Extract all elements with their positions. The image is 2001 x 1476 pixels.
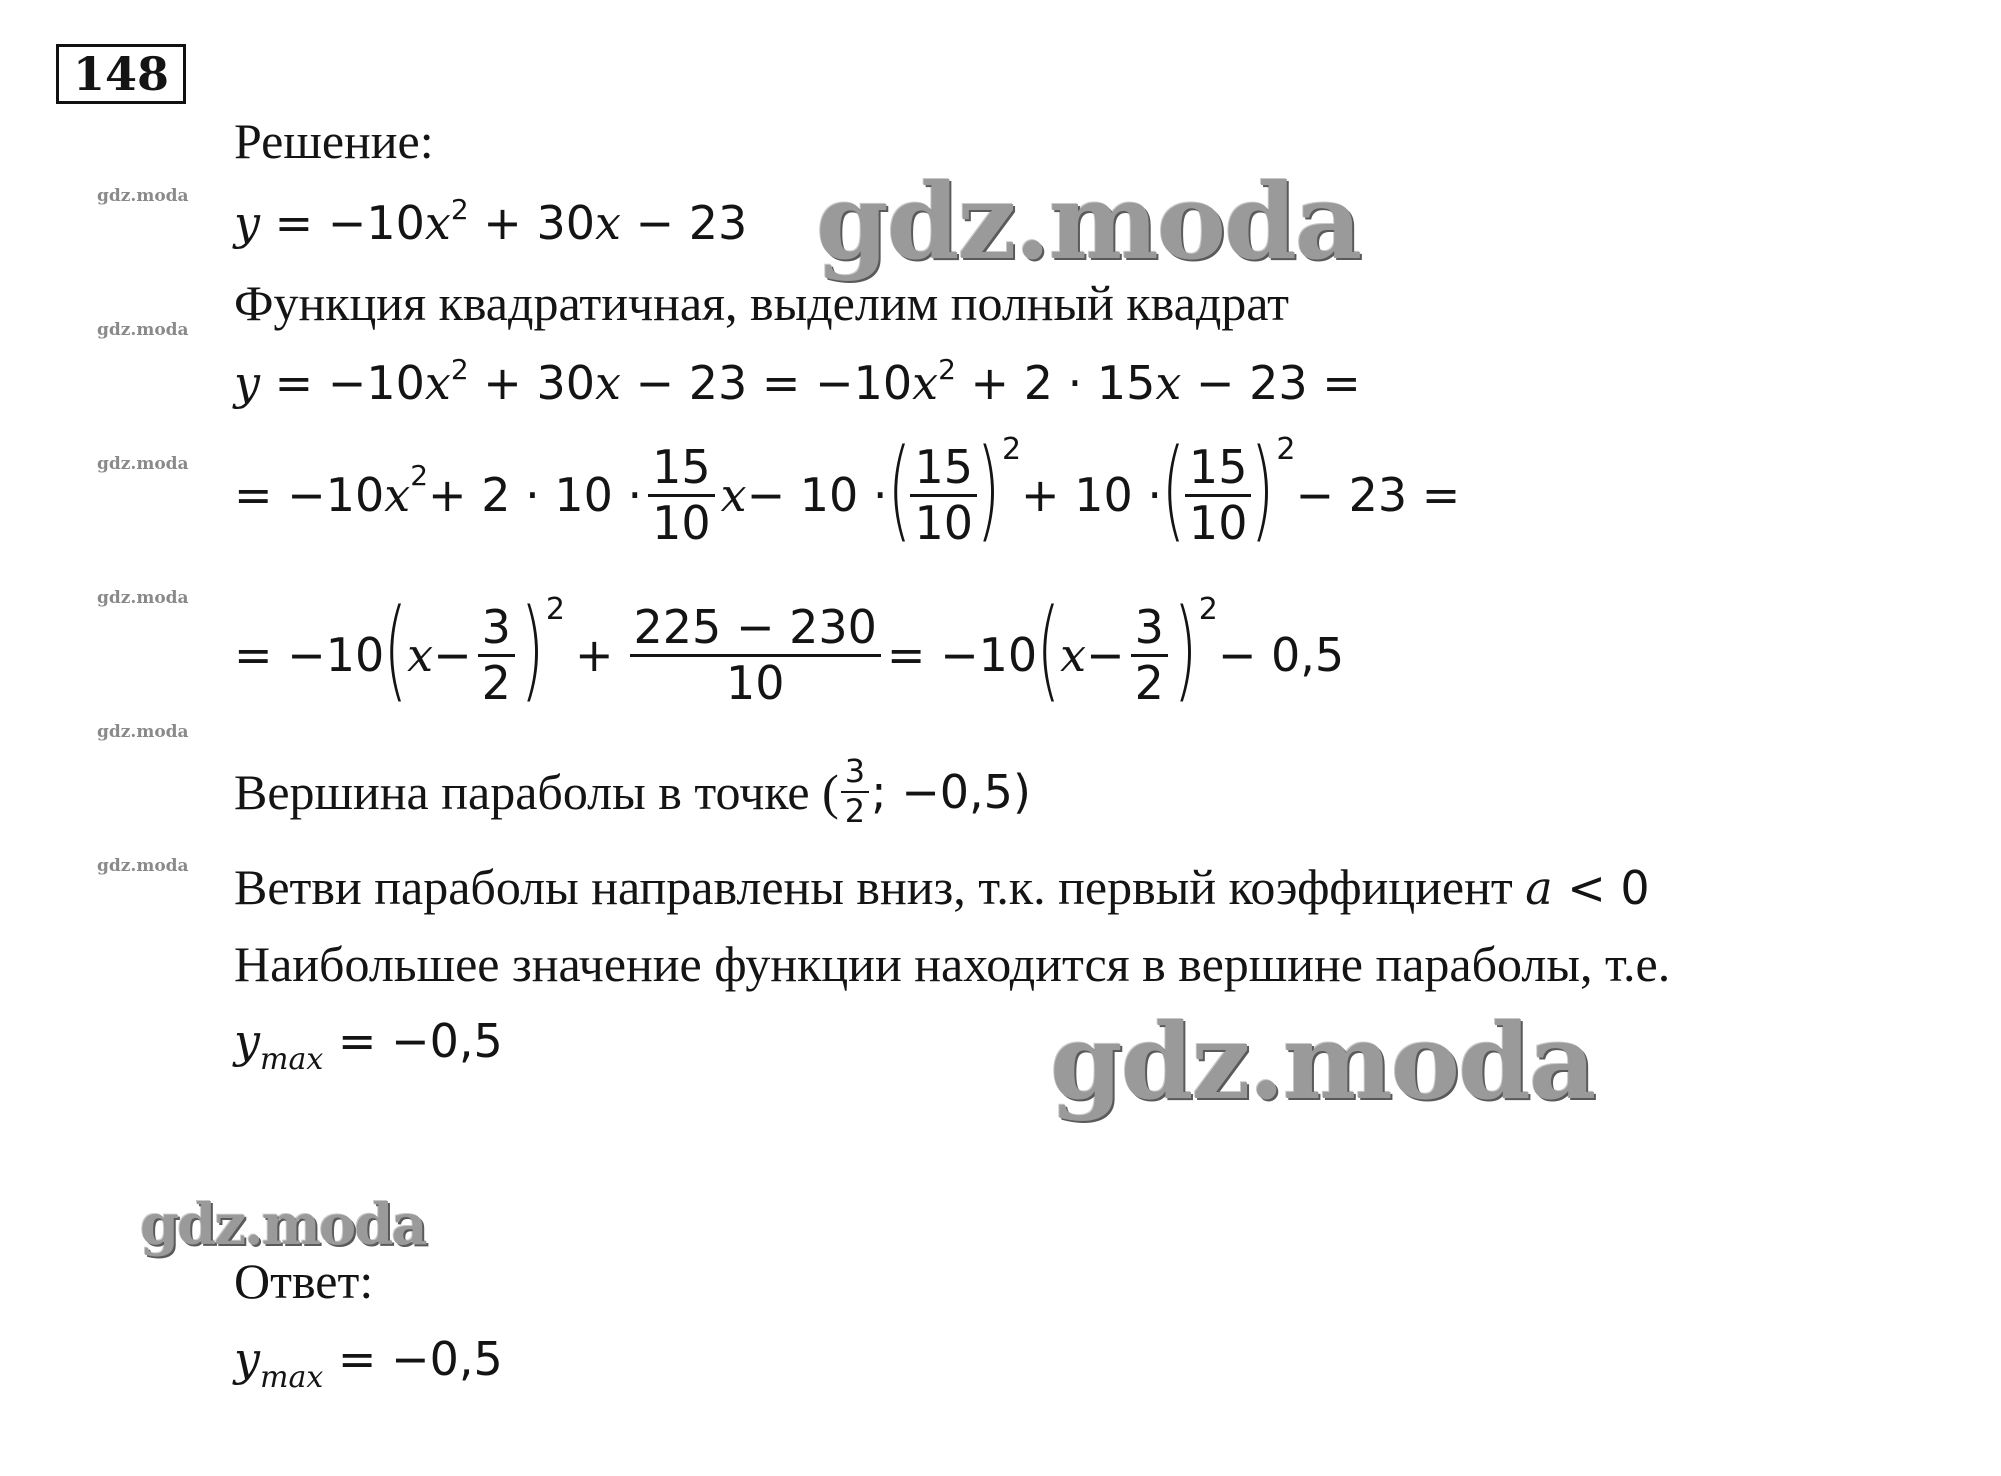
watermark-small-6: gdz.moda — [97, 856, 189, 876]
fraction-3-2-vertex: $\frac{3}{2}$ — [841, 755, 869, 828]
watermark-small-1: gdz.moda — [97, 186, 189, 206]
equation-line-1: $y = -10x^2 + 30x - 23$ — [234, 193, 748, 250]
fraction-3-2-b: $\frac{3}{2}$ — [1131, 603, 1168, 707]
branches-line: Ветви параболы направлены вниз, т.к. первый коэффициент a < 0 — [234, 859, 1650, 915]
vertex-line: Вершина параболы в точке ( $\frac{3}{2}$ ; −0,5) — [234, 752, 1031, 830]
answer-ymax: $y_{max} = -0,5$ — [234, 1332, 503, 1395]
problem-number: 148 — [56, 44, 186, 104]
watermark-small-4: gdz.moda — [97, 588, 189, 608]
fraction-3-2: $\frac{3}{2}$ — [478, 603, 515, 707]
fraction-15-10-c: $\frac{15}{10}$ — [1185, 443, 1252, 547]
watermark-small-3: gdz.moda — [97, 454, 189, 474]
watermark-small-2: gdz.moda — [97, 320, 189, 340]
equation-line-3: = −10 x $^2$ + 2 · 10 · $\frac{15}{10}$ x − 10 · ( $\frac{15}{10}$ ) 2 + 10 · ( $\frac{15}{10}$ ) 2 − 23 = — [234, 425, 1461, 553]
answer-label: Ответ: — [234, 1253, 374, 1309]
watermark-small-5: gdz.moda — [97, 722, 189, 742]
equation-line-4: = −10 ( x − $\frac{3}{2}$ ) 2 + $\frac{225 - 230}{10}$ = −10 ( x − $\frac{3}{2}$ ) 2 − 0,5 — [234, 585, 1345, 713]
fraction-15-10: $\frac{15}{10}$ — [648, 443, 715, 547]
watermark-big-1: gdz.moda — [816, 160, 1361, 283]
watermark-big-2: gdz.moda — [1050, 1000, 1595, 1123]
fraction-225-230: $\frac{225 - 230}{10}$ — [630, 603, 881, 707]
fraction-15-10-b: $\frac{15}{10}$ — [910, 443, 977, 547]
watermark-big-3: gdz.moda — [140, 1192, 426, 1258]
explanation-line: Функция квадратичная, выделим полный квадрат — [234, 275, 1290, 331]
max-value-line: Наибольшее значение функции находится в вершине параболы, т.е. — [234, 936, 1671, 992]
solution-label: Решение: — [234, 113, 434, 169]
equation-line-2: $y = -10x^2 + 30x - 23 = -10x^2 + 2 \cdot 15x - 23$ = — [234, 353, 1361, 410]
ymax-result: $y_{max} = -0,5$ — [234, 1014, 503, 1077]
